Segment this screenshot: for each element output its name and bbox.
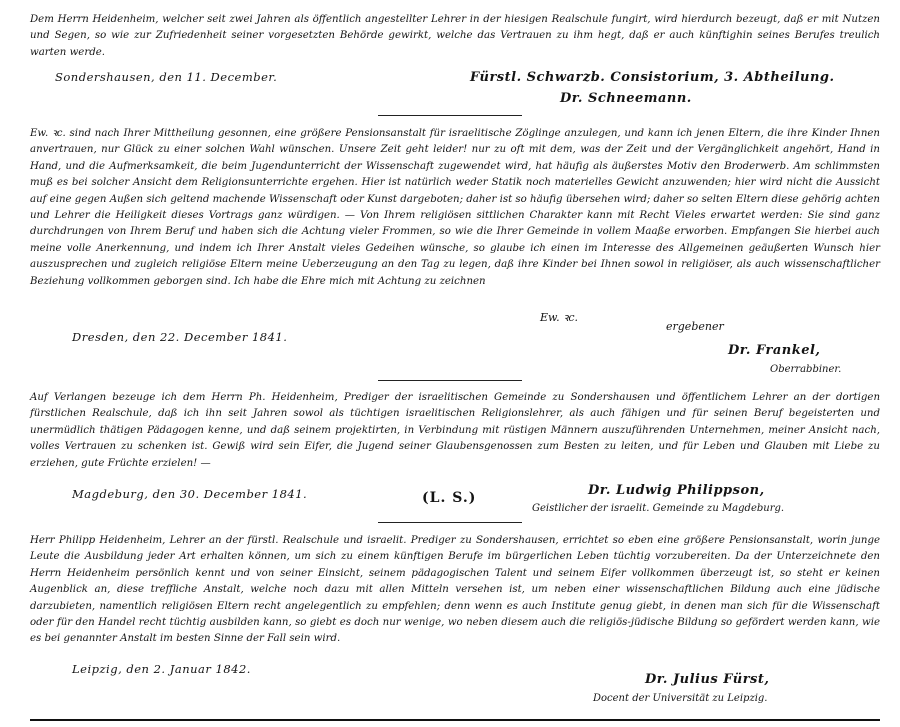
testimonial-1-signer: Dr. Schneemann. — [560, 91, 692, 106]
testimonial-4-signer: Dr. Julius Fürst, — [645, 672, 770, 687]
testimonial-3-title: Geistlicher der israelit. Gemeinde zu Magdeburg. — [532, 503, 785, 514]
testimonial-3-text: Auf Verlangen bezeuge ich dem Herrn Ph. Heidenheim, Prediger der israelitischen Gemeinde zu Sondershausen und öffentlichem Lehrer an der dortigen fürstlichen Realschule, daß ich ihn seit Jahren sowol als tüchtigen israelitischen Religionslehrer, als auch fähigen und für seinen Beruf begeisterten und unermüdlich thätigen Pädagogen kenne, und daß seinem projektirten, in Verbindung mit rüstigen Männern auszuführenden Unternehmen, meiner Ansicht nach, volles Vertrauen zu schenken ist. Gewiß wird sein Eifer, die Jugend seiner Glaubensgenossen zum Besten zu leiten, und für Leben und Glauben mit Liebe zu erziehen, gute Früchte erzielen! — — [30, 392, 880, 469]
testimonial-4-text: Herr Philipp Heidenheim, Lehrer an der fürstl. Realschule und israelit. Prediger zu Sondershausen, errichtet so eben eine größere Pensionsanstalt, worin junge Leute die Ausbildung jeder Art erhalten können, um sich zu einem künftigen Berufe im bürgerlichen Leben tüchtig vorzubereiten. Da der Unterzeichnete den Herrn Heidenheim persönlich kennt und von seiner Einsicht, seinem pädagogischen Talent und seinem Eifer vollkommen überzeugt ist, so steht er keinen Augenblick an, diese treffliche Anstalt, welche noch dazu mit allen Mitteln versehen ist, um neben einer wissenschaftlichen Bildung auch eine jüdische darzubieten, namentlich religiösen Eltern recht angelegentlich zu empfehlen; denn wenn es auch Institute genug giebt, in denen man sich für die Wissenschaft oder für den Handel recht tüchtig ausbilden kann, so giebt es doch nur wenige, wo neben diesem auch die religiös-jüdische Bildung so gefördert werden kann, wie es bei genannter Anstalt im besten Sinne der Fall sein wird. — [30, 535, 880, 645]
divider-1 — [378, 115, 522, 116]
testimonial-2-text: Ew. ꝛc. sind nach Ihrer Mittheilung gesonnen, eine größere Pensionsanstalt für israelitische Zöglinge anzulegen, und kann ich jenen Eltern, die ihre Kinder Ihnen anvertrauen, nur Glück zu einer solchen Wahl wünschen. Unsere Zeit geht leider! nur zu oft mit dem, was der Zeit und der Vergänglichkeit angehört, Hand in Hand, und die Aufmerksamkeit, die beim Jugendunterricht der Wissenschaft zugewendet wird, hat häufig als äußerstes Motiv den Broderwerb. Am schlimmsten muß es bei solcher Ansicht dem Religionsunterrichte ergehen. Hier ist natürlich weder Statik noch materielles Gewicht anzuwenden; hier wird nicht die Aussicht auf eine gegen Außen sich geltend machende Wissenschaft oder Kunst dargeboten; daher ist so häufig übersehen wird; daher so selten Eltern diese gehörig achten und Lehrer die Heiligkeit dieses Vortrags ganz würdigen. — Von Ihrem religiösen sittlichen Charakter kann mit Recht Vieles erwartet werden: Sie sind ganz durchdrungen von Ihrem Beruf und haben sich die Achtung vieler Frommen, so wie die Ihrer Gemeinde in vollem Maaße erworben. Empfangen Sie hierbei auch meine volle Anerkennung, und indem ich Ihrer Anstalt vieles Gedeihen wünsche, so glaube ich einen im Interesse des Allgemeinen geäußerten Wunsch hier auszusprechen und zugleich religiöse Eltern meine Ueberzeugung an den Tag zu legen, daß ihre Kinder bei Ihnen sowol in religiöser, als auch wissenschaftlicher Beziehung vollkommen geborgen sind. Ich habe die Ehre mich mit Achtung zu zeichnen — [30, 128, 880, 287]
testimonial-2 — [30, 126, 880, 290]
testimonial-2-place-date: Dresden, den 22. December 1841. — [72, 330, 288, 344]
testimonial-4 — [30, 533, 880, 648]
testimonial-1-place-date: Sondershausen, den 11. December. — [55, 70, 278, 84]
testimonial-2-title: Oberrabbiner. — [770, 364, 842, 375]
testimonial-3-signer: Dr. Ludwig Philippson, — [588, 483, 765, 498]
testimonial-1-text: Dem Herrn Heidenheim, welcher seit zwei Jahren als öffentlich angestellter Lehrer in der hiesigen Realschule fungirt, wird hierdurch bezeugt, daß er mit Nutzen und Segen, so wie zur Zufriedenheit seiner vorgesetzten Behörde gewirkt, welche das Vertrauen zu ihm hegt, daß er auch künftighin seines Berufes treulich warten werde. — [30, 14, 880, 58]
testimonial-1-authority: Fürstl. Schwarzb. Consistorium, 3. Abtheilung. — [470, 70, 835, 85]
divider-3 — [378, 522, 522, 523]
divider-2 — [378, 380, 522, 381]
testimonial-4-title: Docent der Universität zu Leipzig. — [593, 693, 768, 704]
testimonial-2-signer: Dr. Frankel, — [728, 343, 821, 358]
testimonial-2-closing: Ew. ꝛc. — [540, 311, 579, 324]
testimonial-2-regards: ergebener — [666, 320, 724, 333]
testimonial-4-place-date: Leipzig, den 2. Januar 1842. — [72, 662, 251, 676]
testimonial-3-place-date: Magdeburg, den 30. December 1841. — [72, 487, 308, 501]
testimonial-1 — [30, 12, 880, 61]
bottom-rule — [30, 719, 880, 721]
testimonial-3 — [30, 390, 880, 472]
seal-mark: (L. S.) — [422, 490, 477, 506]
